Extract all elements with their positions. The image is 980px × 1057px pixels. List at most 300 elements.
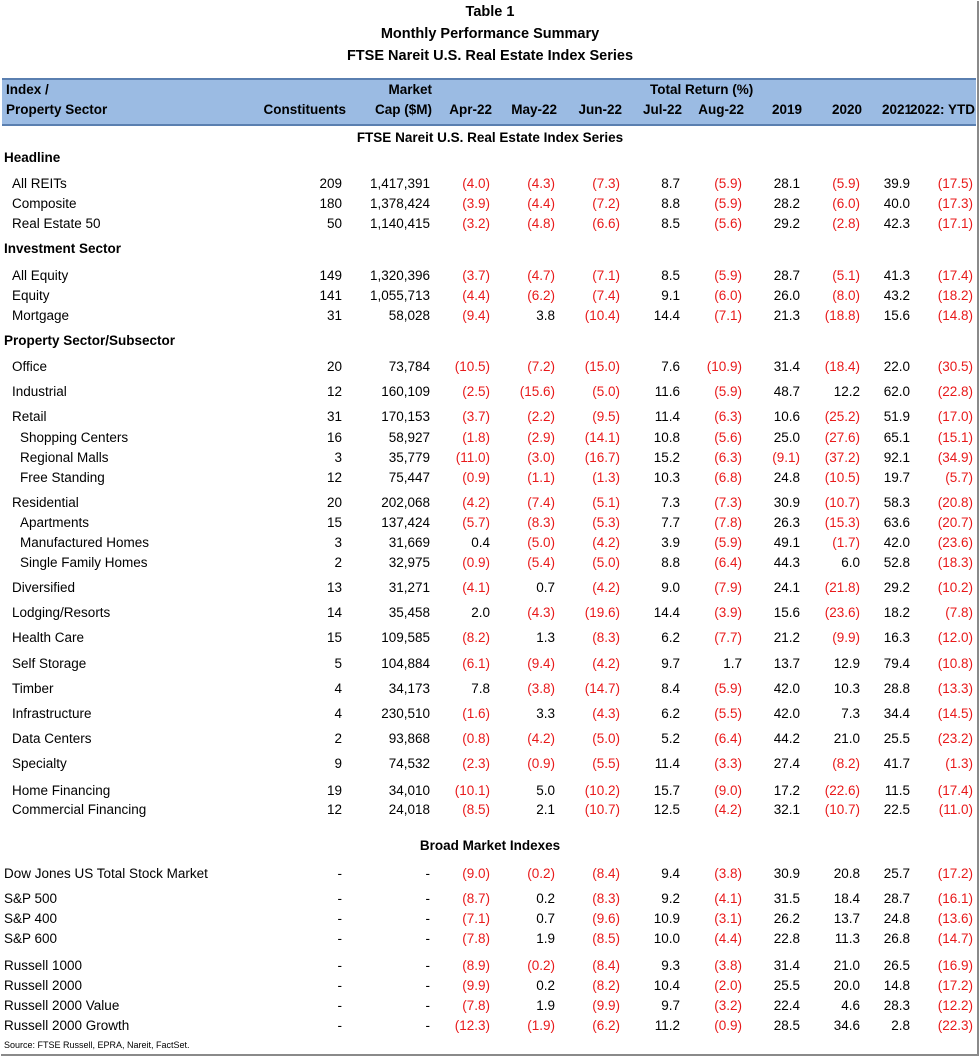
return-value: (4.2): [462, 495, 490, 510]
market-cap-value: 58,927: [388, 430, 430, 445]
header-property-sector: Property Sector: [6, 102, 108, 117]
return-value: (12.2): [937, 998, 973, 1013]
return-value: 20.8: [833, 866, 860, 881]
return-value: 21.0: [833, 731, 860, 746]
return-value: (27.6): [824, 430, 860, 445]
table-row: [0, 450, 980, 470]
return-value: 28.1: [773, 176, 800, 191]
market-cap-value: -: [425, 958, 430, 973]
return-value: (1.9): [527, 1018, 555, 1033]
header-period-3: Jul-22: [642, 102, 682, 117]
return-value: (6.8): [714, 470, 742, 485]
return-value: 42.0: [773, 706, 800, 721]
return-value: 28.7: [883, 891, 910, 906]
table-row: [0, 706, 980, 726]
return-value: 12.2: [833, 384, 860, 399]
return-value: 10.8: [653, 430, 680, 445]
return-value: (10.7): [824, 495, 860, 510]
return-value: 30.9: [773, 495, 800, 510]
return-value: (5.1): [832, 268, 860, 283]
return-value: (2.5): [462, 384, 490, 399]
return-value: (17.2): [937, 978, 973, 993]
table-row: [0, 268, 980, 288]
return-value: 22.0: [883, 359, 910, 374]
market-cap-value: 24,018: [388, 802, 430, 817]
return-value: 5.2: [661, 731, 680, 746]
return-value: 34.4: [883, 706, 910, 721]
constituents-value: 31: [326, 308, 342, 323]
reit-section-title: FTSE Nareit U.S. Real Estate Index Series: [356, 130, 624, 145]
return-value: 9.2: [661, 891, 680, 906]
return-value: 14.4: [653, 308, 680, 323]
return-value: (5.9): [714, 176, 742, 191]
constituents-value: 12: [326, 802, 342, 817]
market-cap-value: -: [425, 931, 430, 946]
return-value: (1.3): [592, 470, 620, 485]
return-value: (7.1): [592, 268, 620, 283]
return-value: (0.2): [527, 866, 555, 881]
market-cap-value: 31,271: [388, 580, 430, 595]
return-value: 10.9: [653, 911, 680, 926]
market-cap-value: -: [425, 978, 430, 993]
return-value: (12.3): [454, 1018, 490, 1033]
row-label: Commercial Financing: [12, 802, 147, 817]
table-row: [0, 308, 980, 328]
return-value: (8.7): [462, 891, 490, 906]
return-value: (1.3): [945, 756, 973, 771]
constituents-value: 4: [334, 706, 342, 721]
return-value: (30.5): [937, 359, 973, 374]
return-value: (0.9): [527, 756, 555, 771]
return-value: (10.7): [824, 802, 860, 817]
row-label: Lodging/Resorts: [12, 605, 111, 620]
return-value: (4.2): [527, 731, 555, 746]
return-value: (13.6): [937, 911, 973, 926]
return-value: 28.3: [883, 998, 910, 1013]
return-value: (5.0): [592, 384, 620, 399]
return-value: (17.1): [937, 216, 973, 231]
market-cap-value: 1,378,424: [369, 196, 430, 211]
return-value: (4.3): [527, 605, 555, 620]
return-value: (4.2): [592, 656, 620, 671]
return-value: 6.0: [841, 555, 860, 570]
return-value: (9.9): [832, 630, 860, 645]
row-label: S&P 400: [4, 911, 58, 926]
row-label: Regional Malls: [20, 450, 109, 465]
row-label: Apartments: [20, 515, 90, 530]
return-value: 7.8: [471, 681, 490, 696]
row-label: S&P 600: [4, 931, 58, 946]
return-value: (4.0): [462, 176, 490, 191]
market-cap-value: 32,975: [388, 555, 430, 570]
table-row: [0, 1018, 980, 1038]
table-row: [0, 359, 980, 379]
return-value: 25.0: [773, 430, 800, 445]
return-value: 6.2: [661, 630, 680, 645]
return-value: 11.6: [654, 384, 680, 399]
table-row: [0, 384, 980, 404]
return-value: (7.2): [592, 196, 620, 211]
constituents-value: 9: [334, 756, 342, 771]
row-label: Timber: [12, 681, 54, 696]
return-value: 28.2: [773, 196, 800, 211]
row-label: Free Standing: [20, 470, 105, 485]
return-value: 8.5: [661, 216, 680, 231]
return-value: (2.2): [527, 409, 555, 424]
return-value: (5.4): [527, 555, 555, 570]
row-label: Real Estate 50: [12, 216, 101, 231]
return-value: 41.7: [883, 756, 910, 771]
return-value: (21.8): [824, 580, 860, 595]
return-value: 11.3: [834, 931, 860, 946]
return-value: 15.6: [883, 308, 910, 323]
return-value: (2.3): [462, 756, 490, 771]
return-value: (8.2): [462, 630, 490, 645]
return-value: 21.0: [833, 958, 860, 973]
return-value: 22.8: [773, 931, 800, 946]
constituents-value: 15: [326, 630, 342, 645]
constituents-value: -: [337, 891, 342, 906]
row-label: Dow Jones US Total Stock Market: [4, 866, 208, 881]
return-value: 11.2: [654, 1018, 680, 1033]
return-value: 26.5: [883, 958, 910, 973]
return-value: (2.0): [714, 978, 742, 993]
return-value: (8.3): [592, 630, 620, 645]
constituents-value: 14: [326, 605, 342, 620]
return-value: (10.9): [706, 359, 742, 374]
return-value: (5.9): [714, 384, 742, 399]
return-value: (7.3): [592, 176, 620, 191]
market-cap-value: 93,868: [388, 731, 430, 746]
return-value: (10.1): [454, 783, 490, 798]
section-header-row: [0, 333, 980, 353]
constituents-value: 15: [326, 515, 342, 530]
row-label: Home Financing: [12, 783, 111, 798]
constituents-value: 209: [319, 176, 342, 191]
return-value: 79.4: [883, 656, 910, 671]
return-value: 2.0: [471, 605, 490, 620]
return-value: 1.9: [536, 931, 555, 946]
row-label: Equity: [12, 288, 50, 303]
return-value: (3.1): [714, 911, 742, 926]
return-value: (6.2): [527, 288, 555, 303]
return-value: (6.4): [714, 731, 742, 746]
return-value: (7.8): [945, 605, 973, 620]
return-value: (8.2): [832, 756, 860, 771]
row-label: Specialty: [12, 756, 67, 771]
table-row: [0, 470, 980, 490]
constituents-value: 2: [334, 555, 342, 570]
market-cap-value: -: [425, 998, 430, 1013]
return-value: 8.8: [661, 196, 680, 211]
return-value: (8.5): [592, 931, 620, 946]
return-value: 14.4: [653, 605, 680, 620]
table-row: [0, 756, 980, 776]
constituents-value: -: [337, 958, 342, 973]
return-value: 16.3: [883, 630, 910, 645]
return-value: (5.9): [714, 268, 742, 283]
return-value: (7.8): [462, 998, 490, 1013]
section-label: Headline: [4, 150, 61, 165]
return-value: (8.4): [592, 958, 620, 973]
return-value: (4.2): [592, 535, 620, 550]
return-value: 65.1: [883, 430, 910, 445]
return-value: 42.0: [773, 681, 800, 696]
header-period-2: Jun-22: [578, 102, 622, 117]
constituents-value: 180: [319, 196, 342, 211]
return-value: (17.3): [937, 196, 973, 211]
return-value: (10.2): [584, 783, 620, 798]
return-value: 10.6: [773, 409, 800, 424]
return-value: (4.2): [592, 580, 620, 595]
return-value: 4.6: [841, 998, 860, 1013]
row-label: Russell 2000: [4, 978, 83, 993]
return-value: 44.2: [773, 731, 800, 746]
row-label: Residential: [12, 495, 79, 510]
return-value: 9.0: [661, 580, 680, 595]
return-value: 8.4: [661, 681, 680, 696]
return-value: (11.0): [455, 450, 490, 465]
column-header-band: [2, 78, 976, 126]
return-value: (7.7): [714, 630, 742, 645]
return-value: (3.8): [527, 681, 555, 696]
return-value: 49.1: [773, 535, 800, 550]
return-value: (4.4): [527, 196, 555, 211]
return-value: (9.6): [592, 911, 620, 926]
return-value: (15.1): [937, 430, 973, 445]
constituents-value: 12: [326, 384, 342, 399]
return-value: 0.2: [536, 978, 555, 993]
return-value: (7.8): [714, 515, 742, 530]
return-value: (6.2): [592, 1018, 620, 1033]
return-value: (1.8): [462, 430, 490, 445]
return-value: 62.0: [883, 384, 910, 399]
return-value: (6.3): [714, 450, 742, 465]
section-header-row: [0, 150, 980, 170]
row-label: Russell 2000 Value: [4, 998, 120, 1013]
return-value: (0.2): [527, 958, 555, 973]
return-value: (5.7): [462, 515, 490, 530]
market-cap-value: 34,010: [388, 783, 430, 798]
return-value: (23.6): [824, 605, 860, 620]
constituents-value: 3: [334, 535, 342, 550]
market-cap-value: 35,458: [388, 605, 430, 620]
return-value: (4.7): [527, 268, 555, 283]
source-note: Source: FTSE Russell, EPRA, Nareit, FactSet.: [4, 1040, 190, 1050]
return-value: (8.3): [592, 891, 620, 906]
constituents-value: 31: [326, 409, 342, 424]
return-value: 8.5: [661, 268, 680, 283]
return-value: 24.8: [773, 470, 800, 485]
table-row: [0, 630, 980, 650]
row-label: Mortgage: [12, 308, 70, 323]
return-value: 6.2: [661, 706, 680, 721]
header-total-return: Total Return (%): [650, 82, 754, 97]
return-value: 18.4: [833, 891, 860, 906]
return-value: (5.6): [714, 430, 742, 445]
table-row: [0, 555, 980, 575]
return-value: (7.1): [714, 308, 742, 323]
row-label: Russell 1000: [4, 958, 83, 973]
market-cap-value: -: [425, 1018, 430, 1033]
constituents-value: 3: [334, 450, 342, 465]
return-value: (5.3): [592, 515, 620, 530]
return-value: 28.5: [773, 1018, 800, 1033]
return-value: 21.2: [773, 630, 800, 645]
return-value: (9.4): [462, 308, 490, 323]
return-value: (8.3): [527, 515, 555, 530]
return-value: (19.6): [584, 605, 620, 620]
return-value: 26.3: [773, 515, 800, 530]
return-value: 51.9: [883, 409, 910, 424]
market-cap-value: 1,417,391: [369, 176, 430, 191]
return-value: (15.6): [519, 384, 555, 399]
return-value: (22.6): [824, 783, 860, 798]
market-cap-value: 230,510: [381, 706, 430, 721]
return-value: 25.7: [883, 866, 910, 881]
table-row: [0, 681, 980, 701]
table-row: [0, 196, 980, 216]
header-market-cap: Cap ($M): [375, 102, 432, 117]
row-label: Single Family Homes: [20, 555, 148, 570]
return-value: 26.2: [773, 911, 800, 926]
table-row: [0, 216, 980, 236]
return-value: 10.3: [833, 681, 860, 696]
return-value: (9.4): [527, 656, 555, 671]
return-value: (5.0): [592, 555, 620, 570]
return-value: 28.7: [773, 268, 800, 283]
return-value: 12.9: [833, 656, 860, 671]
table-row: [0, 731, 980, 751]
return-value: 1.7: [723, 656, 742, 671]
return-value: (5.9): [714, 196, 742, 211]
return-value: 26.8: [883, 931, 910, 946]
return-value: 8.7: [661, 176, 680, 191]
return-value: (10.7): [584, 802, 620, 817]
return-value: (5.9): [714, 535, 742, 550]
return-value: (14.1): [584, 430, 620, 445]
market-cap-value: 73,784: [388, 359, 430, 374]
header-period-0: Apr-22: [449, 102, 492, 117]
return-value: 9.1: [661, 288, 680, 303]
return-value: (18.2): [937, 288, 973, 303]
return-value: 11.4: [654, 756, 680, 771]
return-value: (0.9): [462, 470, 490, 485]
return-value: (7.4): [527, 495, 555, 510]
return-value: 42.0: [883, 535, 910, 550]
return-value: (1.7): [832, 535, 860, 550]
constituents-value: 19: [326, 783, 342, 798]
return-value: (7.1): [462, 911, 490, 926]
table-row: [0, 866, 980, 886]
table-row: [0, 998, 980, 1018]
return-value: (12.0): [937, 630, 973, 645]
return-value: (8.5): [462, 802, 490, 817]
table-row: [0, 783, 980, 803]
return-value: 44.3: [773, 555, 800, 570]
return-value: (18.8): [824, 308, 860, 323]
return-value: 22.4: [773, 998, 800, 1013]
return-value: 2.8: [891, 1018, 910, 1033]
constituents-value: 16: [326, 430, 342, 445]
return-value: 52.8: [883, 555, 910, 570]
return-value: (16.1): [937, 891, 973, 906]
table-number: Table 1: [465, 4, 515, 20]
constituents-value: 149: [319, 268, 342, 283]
return-value: 9.7: [661, 998, 680, 1013]
row-label: Retail: [12, 409, 47, 424]
return-value: (15.0): [584, 359, 620, 374]
return-value: (10.4): [584, 308, 620, 323]
return-value: 2.1: [536, 802, 555, 817]
return-value: 8.8: [661, 555, 680, 570]
return-value: (23.2): [937, 731, 973, 746]
row-label: Manufactured Homes: [20, 535, 150, 550]
return-value: (3.8): [714, 866, 742, 881]
return-value: (5.5): [592, 756, 620, 771]
return-value: 30.9: [773, 866, 800, 881]
return-value: (5.0): [592, 731, 620, 746]
return-value: (14.7): [937, 931, 973, 946]
return-value: (37.2): [824, 450, 860, 465]
return-value: (7.9): [714, 580, 742, 595]
market-cap-value: 34,173: [388, 681, 430, 696]
return-value: 13.7: [773, 656, 800, 671]
table-row: [0, 911, 980, 931]
return-value: (0.8): [462, 731, 490, 746]
return-value: (4.3): [592, 706, 620, 721]
constituents-value: -: [337, 866, 342, 881]
table-row: [0, 495, 980, 515]
header-period-1: May-22: [511, 102, 557, 117]
return-value: (9.1): [772, 450, 800, 465]
return-value: (8.0): [832, 288, 860, 303]
market-cap-value: 109,585: [381, 630, 430, 645]
return-value: (0.9): [462, 555, 490, 570]
return-value: 10.3: [653, 470, 680, 485]
return-value: 9.7: [661, 656, 680, 671]
section-header-row: [0, 241, 980, 261]
market-cap-value: 160,109: [381, 384, 430, 399]
section-label: Investment Sector: [4, 241, 122, 256]
return-value: (1.1): [527, 470, 555, 485]
table-row: [0, 931, 980, 951]
return-value: 22.5: [883, 802, 910, 817]
table-row: [0, 535, 980, 555]
return-value: 25.5: [883, 731, 910, 746]
return-value: (34.9): [937, 450, 973, 465]
return-value: (18.3): [937, 555, 973, 570]
table-row: [0, 430, 980, 450]
table-row: [0, 515, 980, 535]
return-value: 12.5: [653, 802, 680, 817]
return-value: 3.3: [536, 706, 555, 721]
return-value: 39.9: [883, 176, 910, 191]
return-value: (9.0): [462, 866, 490, 881]
return-value: (5.9): [714, 681, 742, 696]
return-value: 0.4: [471, 535, 490, 550]
return-value: 43.2: [883, 288, 910, 303]
row-label: Infrastructure: [12, 706, 92, 721]
return-value: 19.7: [883, 470, 910, 485]
return-value: (5.5): [714, 706, 742, 721]
section-label: Property Sector/Subsector: [4, 333, 176, 348]
return-value: (1.6): [462, 706, 490, 721]
table-row: [0, 802, 980, 822]
return-value: 40.0: [883, 196, 910, 211]
return-value: (6.0): [714, 288, 742, 303]
return-value: 31.5: [773, 891, 800, 906]
